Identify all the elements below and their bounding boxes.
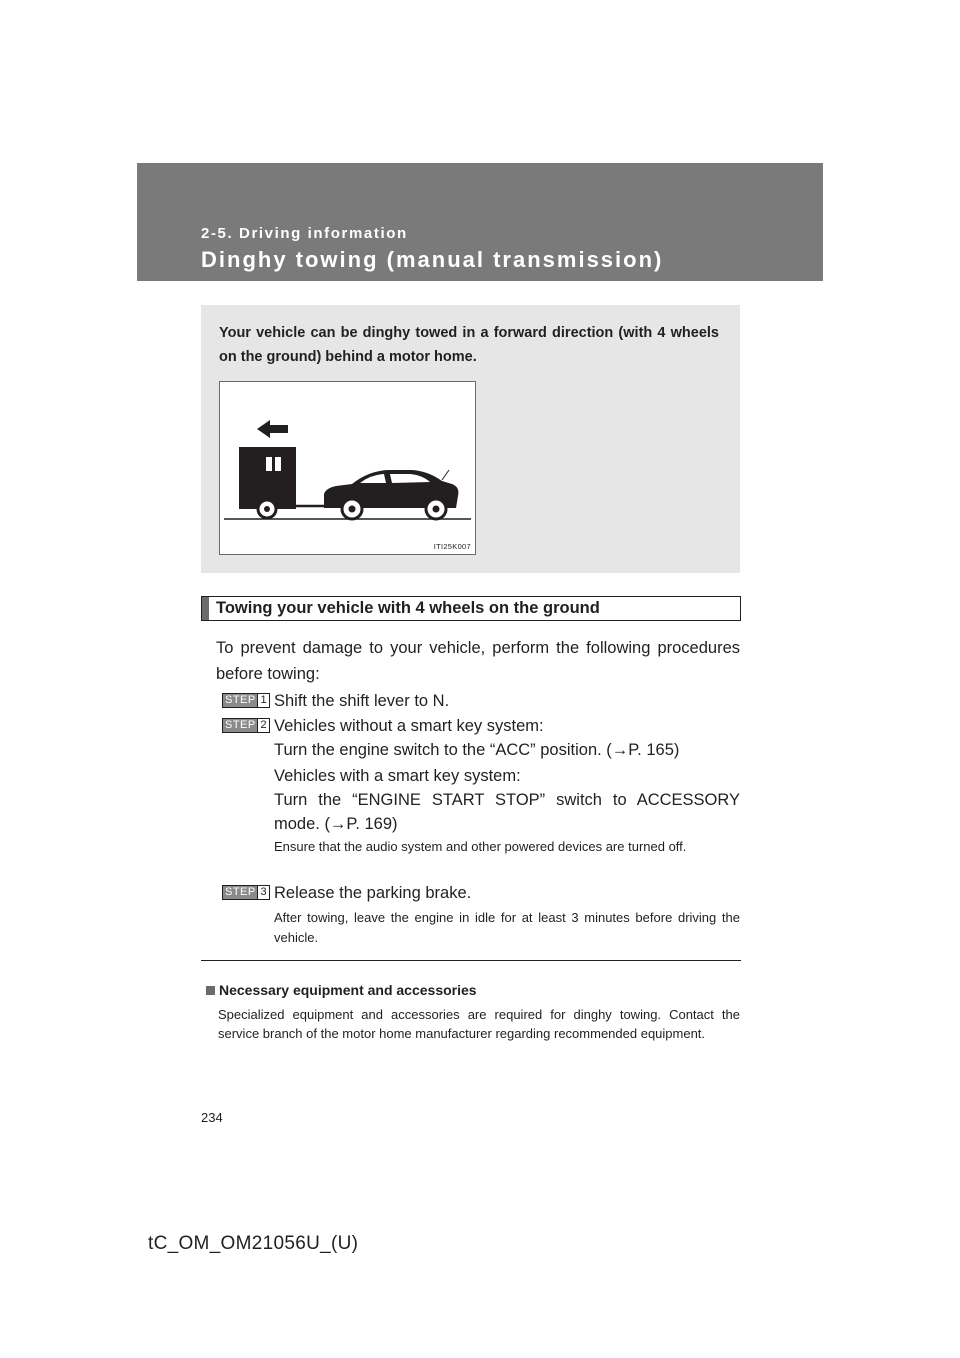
step-1-text: Shift the shift lever to N. — [274, 692, 450, 710]
step-2-badge: STEP 2 — [222, 718, 270, 733]
step-2-line-2: Turn the engine switch to the “ACC” position. (→P. 165) — [274, 741, 680, 759]
step-2-text: Vehicles without a smart key system: — [274, 717, 544, 735]
step-2-line-4: Turn the “ENGINE START STOP” switch to ACCESSORY mode. (→P. 169) — [274, 791, 740, 833]
step-3-note: After towing, leave the engine in idle for at least 3 minutes before driving the vehicle. — [274, 910, 740, 945]
subsection-heading-text: Towing your vehicle with 4 wheels on the ground — [216, 599, 600, 617]
square-bullet-icon — [206, 986, 215, 995]
document-code: tC_OM_OM21056U_(U) — [148, 1233, 359, 1254]
figure-code: ITI25K007 — [433, 542, 471, 551]
lead-paragraph: To prevent damage to your vehicle, perform the following procedures before towing: — [216, 639, 740, 683]
direction-arrow-icon — [257, 420, 288, 438]
towing-diagram-icon — [220, 382, 475, 554]
intro-text: Your vehicle can be dinghy towed in a forward direction (with 4 wheels on the ground) behind a motor home. — [219, 325, 719, 365]
section-label: 2-5. Driving information — [201, 225, 408, 242]
info-body: Specialized equipment and accessories are required for dinghy towing. Contact the service branch of the motor home manufacturer regarding recommended equipment. — [218, 1007, 740, 1041]
info-heading: Necessary equipment and accessories — [206, 981, 477, 999]
page-number: 234 — [201, 1110, 223, 1125]
step-3-badge: STEP 3 — [222, 885, 270, 900]
step-3-text: Release the parking brake. — [274, 884, 472, 902]
step-2-note: Ensure that the audio system and other powered devices are turned off. — [274, 839, 687, 854]
intro-box — [201, 305, 740, 573]
step-1-badge: STEP 1 — [222, 693, 270, 708]
subsection-heading — [201, 596, 741, 621]
heading-bar — [202, 597, 209, 620]
section-divider — [201, 960, 741, 961]
page-title: Dinghy towing (manual transmission) — [201, 247, 664, 272]
step-2-line-3: Vehicles with a smart key system: — [274, 767, 521, 785]
towing-illustration — [219, 381, 476, 555]
